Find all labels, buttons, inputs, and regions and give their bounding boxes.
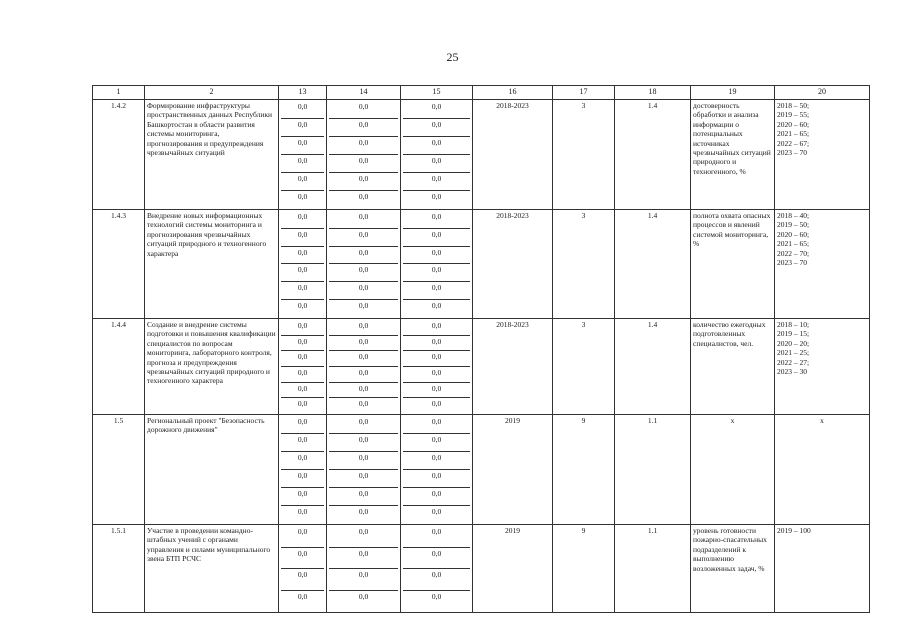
table-row bbox=[93, 210, 870, 319]
header-cell: 13 bbox=[279, 86, 327, 100]
funding-value: 0,0 bbox=[358, 102, 369, 111]
funding-value: 0,0 bbox=[281, 397, 324, 413]
funding-value: 0,0 bbox=[281, 335, 324, 351]
funding-stack bbox=[329, 416, 398, 523]
period: 2018-2023 bbox=[473, 210, 553, 319]
funding-value: 0,0 bbox=[297, 102, 308, 111]
funding-value: 0,0 bbox=[329, 190, 398, 208]
column-17-value: 3 bbox=[553, 210, 615, 319]
funding-column-c13 bbox=[279, 525, 327, 613]
funding-value: 0,0 bbox=[329, 281, 398, 299]
target-values: x bbox=[775, 415, 870, 525]
funding-value: 0,0 bbox=[281, 469, 324, 487]
funding-value: 0,0 bbox=[329, 505, 398, 523]
funding-value: 0,0 bbox=[329, 590, 398, 612]
funding-value: 0,0 bbox=[329, 246, 398, 264]
funding-value: 0,0 bbox=[281, 350, 324, 366]
period: 2018-2023 bbox=[473, 100, 553, 210]
funding-value: 0,0 bbox=[403, 487, 470, 505]
column-18-value: 1.4 bbox=[615, 100, 691, 210]
funding-stack bbox=[281, 211, 324, 317]
funding-stack bbox=[329, 526, 398, 611]
header-cell: 2 bbox=[145, 86, 279, 100]
funding-value: 0,0 bbox=[431, 212, 442, 221]
indicator-text: полнота охвата опасных процессов и явлений системой мониторинга, % bbox=[691, 210, 775, 319]
funding-value: 0,0 bbox=[281, 190, 324, 208]
funding-value: 0,0 bbox=[329, 568, 398, 590]
funding-value: 0,0 bbox=[403, 469, 470, 487]
funding-value: 0,0 bbox=[329, 118, 398, 136]
funding-value: 0,0 bbox=[403, 350, 470, 366]
funding-value: 0,0 bbox=[281, 451, 324, 469]
header-cell: 1 bbox=[93, 86, 145, 100]
header-row bbox=[93, 86, 870, 100]
activity-name: Региональный проект "Безопасность дорожного движения" bbox=[145, 415, 279, 525]
funding-value: 0,0 bbox=[281, 172, 324, 190]
funding-stack bbox=[281, 101, 324, 208]
activity-name: Формирование инфраструктуры пространственных данных Республики Башкортостан в области развития системы мониторинга, прогнозирования и предупреждения чрезвычайных ситуаций bbox=[145, 100, 279, 210]
funding-value: 0,0 bbox=[281, 136, 324, 154]
funding-column-c14 bbox=[327, 100, 401, 210]
activity-name: Участие в проведении командно-штабных учений с органами управления и силами муниципального звена БТП РСЧС bbox=[145, 525, 279, 613]
funding-column-c14 bbox=[327, 525, 401, 613]
funding-stack bbox=[329, 211, 398, 317]
column-18-value: 1.1 bbox=[615, 415, 691, 525]
funding-value: 0,0 bbox=[403, 397, 470, 413]
indicator-text: уровень готовности пожарно-спасательных подразделений к выполнению возложенных задач, % bbox=[691, 525, 775, 613]
funding-value: 0,0 bbox=[431, 102, 442, 111]
funding-column-c15 bbox=[401, 319, 473, 415]
funding-value: 0,0 bbox=[329, 172, 398, 190]
funding-value: 0,0 bbox=[329, 154, 398, 172]
column-18-value: 1.4 bbox=[615, 319, 691, 415]
funding-stack bbox=[403, 320, 470, 413]
funding-value: 0,0 bbox=[281, 281, 324, 299]
funding-value: 0,0 bbox=[403, 451, 470, 469]
funding-value: 0,0 bbox=[281, 263, 324, 281]
funding-column-c13 bbox=[279, 210, 327, 319]
funding-value: 0,0 bbox=[281, 547, 324, 569]
funding-value: 0,0 bbox=[431, 417, 442, 426]
funding-stack bbox=[403, 211, 470, 317]
funding-stack bbox=[403, 526, 470, 611]
activity-name: Создание и внедрение системы подготовки и повышения квалификации специалистов по вопросам мониторинга, лабораторного контроля, прогноза и предупреждения чрезвычайных ситуаций природного и техногенного характера bbox=[145, 319, 279, 415]
funding-value: 0,0 bbox=[329, 547, 398, 569]
activity-name: Внедрение новых информационных технологий системы мониторинга и прогнозирования чрезвычайных ситуаций природного и техногенного характера bbox=[145, 210, 279, 319]
funding-column-c15 bbox=[401, 100, 473, 210]
funding-value: 0,0 bbox=[329, 469, 398, 487]
funding-value: 0,0 bbox=[281, 228, 324, 246]
header-cell: 15 bbox=[401, 86, 473, 100]
column-17-value: 3 bbox=[553, 100, 615, 210]
funding-column-c13 bbox=[279, 415, 327, 525]
table-row bbox=[93, 319, 870, 415]
funding-stack bbox=[281, 416, 324, 523]
funding-value: 0,0 bbox=[329, 397, 398, 413]
table-row bbox=[93, 415, 870, 525]
funding-value: 0,0 bbox=[281, 366, 324, 382]
funding-stack bbox=[403, 416, 470, 523]
funding-value: 0,0 bbox=[281, 154, 324, 172]
funding-value: 0,0 bbox=[403, 246, 470, 264]
funding-value: 0,0 bbox=[281, 568, 324, 590]
funding-value: 0,0 bbox=[403, 190, 470, 208]
indicator-text: x bbox=[691, 415, 775, 525]
period: 2019 bbox=[473, 415, 553, 525]
funding-value: 0,0 bbox=[281, 382, 324, 398]
funding-value: 0,0 bbox=[403, 366, 470, 382]
period: 2019 bbox=[473, 525, 553, 613]
column-17-value: 3 bbox=[553, 319, 615, 415]
funding-value: 0,0 bbox=[329, 451, 398, 469]
funding-value: 0,0 bbox=[403, 590, 470, 612]
funding-value: 0,0 bbox=[297, 527, 308, 536]
header-cell: 19 bbox=[691, 86, 775, 100]
funding-column-c14 bbox=[327, 319, 401, 415]
column-18-value: 1.4 bbox=[615, 210, 691, 319]
funding-stack bbox=[281, 526, 324, 611]
funding-value: 0,0 bbox=[329, 136, 398, 154]
funding-value: 0,0 bbox=[358, 212, 369, 221]
funding-value: 0,0 bbox=[329, 228, 398, 246]
funding-value: 0,0 bbox=[329, 263, 398, 281]
funding-value: 0,0 bbox=[329, 433, 398, 451]
funding-column-c13 bbox=[279, 319, 327, 415]
funding-value: 0,0 bbox=[329, 299, 398, 317]
header-cell: 14 bbox=[327, 86, 401, 100]
funding-value: 0,0 bbox=[403, 118, 470, 136]
funding-column-c14 bbox=[327, 415, 401, 525]
target-values: 2018 – 10; 2019 – 15; 2020 – 20; 2021 – 25; 2022 – 27; 2023 – 30 bbox=[775, 319, 870, 415]
funding-value: 0,0 bbox=[403, 172, 470, 190]
funding-value: 0,0 bbox=[403, 382, 470, 398]
funding-value: 0,0 bbox=[431, 321, 442, 330]
funding-value: 0,0 bbox=[403, 335, 470, 351]
funding-stack bbox=[403, 101, 470, 208]
funding-stack bbox=[281, 320, 324, 413]
funding-value: 0,0 bbox=[329, 382, 398, 398]
funding-value: 0,0 bbox=[431, 527, 442, 536]
funding-value: 0,0 bbox=[297, 212, 308, 221]
indicator-text: количество ежегодных подготовленных специалистов, чел. bbox=[691, 319, 775, 415]
funding-column-c15 bbox=[401, 415, 473, 525]
period: 2018-2023 bbox=[473, 319, 553, 415]
row-code: 1.5 bbox=[93, 415, 145, 525]
row-code: 1.5.1 bbox=[93, 525, 145, 613]
funding-value: 0,0 bbox=[403, 547, 470, 569]
header-cell: 20 bbox=[775, 86, 870, 100]
column-18-value: 1.1 bbox=[615, 525, 691, 613]
row-code: 1.4.4 bbox=[93, 319, 145, 415]
funding-value: 0,0 bbox=[281, 246, 324, 264]
funding-value: 0,0 bbox=[403, 433, 470, 451]
funding-value: 0,0 bbox=[329, 335, 398, 351]
column-17-value: 9 bbox=[553, 525, 615, 613]
target-values: 2019 – 100 bbox=[775, 525, 870, 613]
indicator-text: достоверность обработки и анализа информации о потенциальных источниках чрезвычайных ситуаций природного и техногенного, % bbox=[691, 100, 775, 210]
funding-value: 0,0 bbox=[281, 487, 324, 505]
funding-value: 0,0 bbox=[329, 350, 398, 366]
page-number: 25 bbox=[446, 50, 459, 64]
funding-column-c15 bbox=[401, 525, 473, 613]
funding-value: 0,0 bbox=[297, 321, 308, 330]
funding-stack bbox=[329, 101, 398, 208]
funding-value: 0,0 bbox=[281, 590, 324, 612]
funding-value: 0,0 bbox=[281, 433, 324, 451]
funding-value: 0,0 bbox=[358, 321, 369, 330]
funding-value: 0,0 bbox=[297, 417, 308, 426]
target-values: 2018 – 40; 2019 – 50; 2020 – 60; 2021 – 65; 2022 – 70; 2023 – 70 bbox=[775, 210, 870, 319]
table-row bbox=[93, 525, 870, 613]
row-code: 1.4.3 bbox=[93, 210, 145, 319]
header-cell: 18 bbox=[615, 86, 691, 100]
funding-value: 0,0 bbox=[281, 118, 324, 136]
row-code: 1.4.2 bbox=[93, 100, 145, 210]
funding-value: 0,0 bbox=[358, 417, 369, 426]
funding-value: 0,0 bbox=[403, 568, 470, 590]
funding-value: 0,0 bbox=[329, 487, 398, 505]
funding-value: 0,0 bbox=[403, 136, 470, 154]
program-table bbox=[92, 85, 870, 613]
funding-value: 0,0 bbox=[403, 154, 470, 172]
funding-column-c15 bbox=[401, 210, 473, 319]
header-cell: 16 bbox=[473, 86, 553, 100]
funding-value: 0,0 bbox=[329, 366, 398, 382]
target-values: 2018 – 50; 2019 – 55; 2020 – 60; 2021 – 65; 2022 – 67; 2023 – 70 bbox=[775, 100, 870, 210]
funding-value: 0,0 bbox=[403, 299, 470, 317]
funding-value: 0,0 bbox=[281, 505, 324, 523]
funding-column-c13 bbox=[279, 100, 327, 210]
funding-value: 0,0 bbox=[403, 281, 470, 299]
funding-value: 0,0 bbox=[403, 228, 470, 246]
funding-value: 0,0 bbox=[403, 263, 470, 281]
funding-value: 0,0 bbox=[403, 505, 470, 523]
funding-column-c14 bbox=[327, 210, 401, 319]
table-row bbox=[93, 100, 870, 210]
column-17-value: 9 bbox=[553, 415, 615, 525]
header-cell: 17 bbox=[553, 86, 615, 100]
funding-value: 0,0 bbox=[358, 527, 369, 536]
funding-value: 0,0 bbox=[281, 299, 324, 317]
funding-stack bbox=[329, 320, 398, 413]
